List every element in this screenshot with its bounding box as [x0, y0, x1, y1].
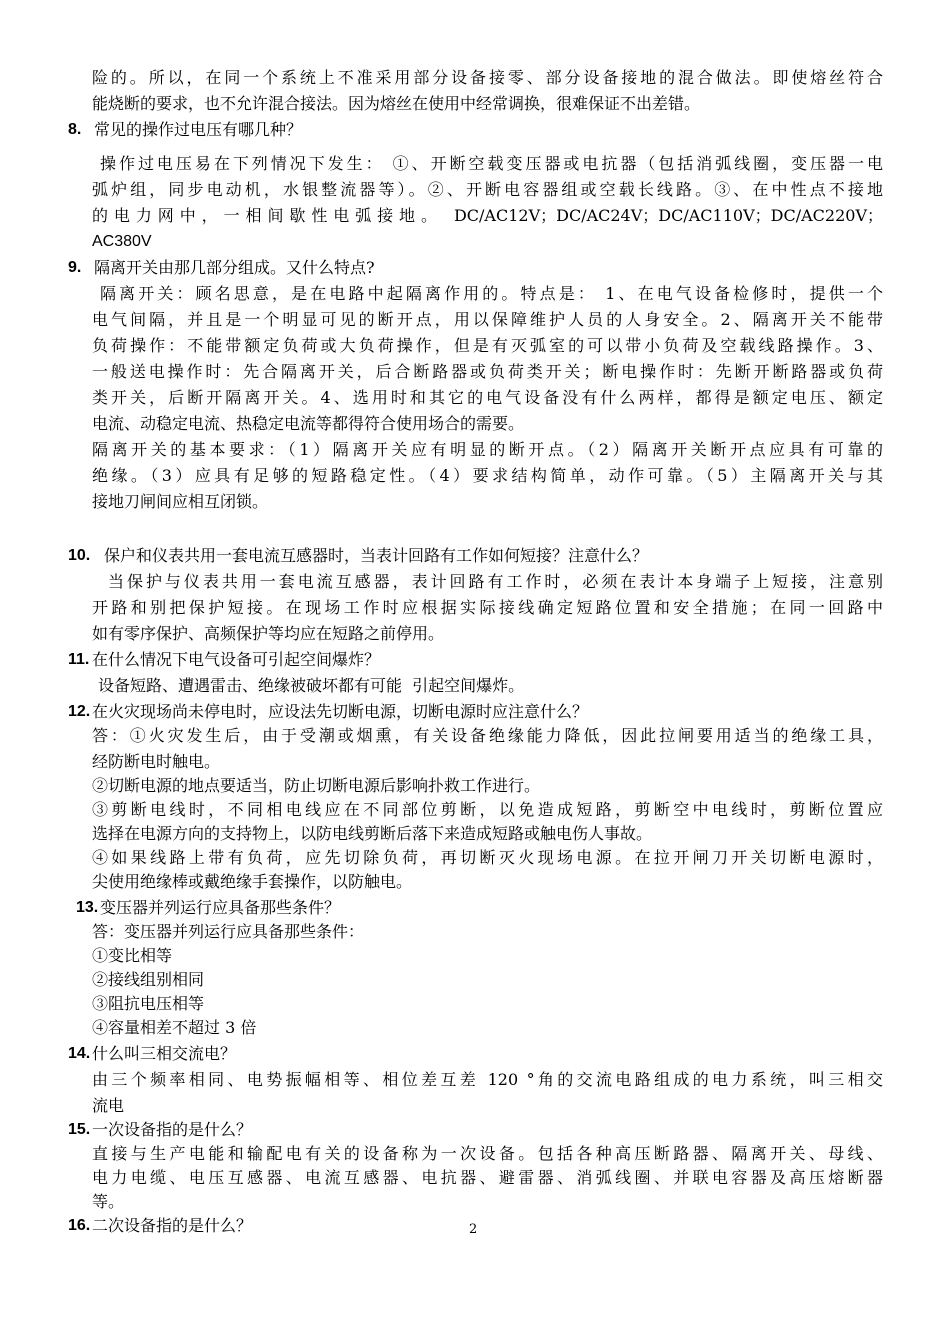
- body-text-line: ②切断电源的地点要适当，防止切断电源后影响扑救工作进行。: [92, 776, 541, 795]
- page-number: 2: [469, 1222, 478, 1237]
- body-text-line: 弧炉组，同步电动机，水银整流器等）。②、开断电容器组或空载长线路。③、在中性点不接地: [92, 180, 883, 199]
- question-heading: 保户和仪表共用一套电流互感器时，当表计回路有工作如何短接？注意什么？: [104, 546, 649, 565]
- question-heading: 什么叫三相交流电？: [92, 1044, 237, 1063]
- body-text-line: 操作过电压易在下列情况下发生： ①、开断空载变压器或电抗器（包括消弧线圈，变压器一电: [100, 154, 883, 173]
- body-text-line: 隔离开关的基本要求：（1）隔离开关应有明显的断开点。（2）隔离开关断开点应具有可靠的: [92, 440, 883, 459]
- body-text-line: 负荷操作：不能带额定负荷或大负荷操作，但是有灭弧室的可以带小负荷及空载线路操作。3、: [92, 336, 883, 355]
- body-text-line: 开路和别把保护短接。在现场工作时应根据实际接线确定短路位置和安全措施；在同一回路中: [92, 598, 883, 617]
- question-heading: 变压器并列运行应具备那些条件？: [100, 898, 341, 917]
- body-text-line: 答：①火灾发生后，由于受潮或烟熏，有关设备绝缘能力降低，因此拉闸要用适当的绝缘工具，: [92, 726, 883, 745]
- body-text-line: 类开关，后断开隔离开关。4、选用时和其它的电气设备没有什么两样，都得是额定电压、额定: [92, 388, 883, 407]
- question-heading: 常见的操作过电压有哪几种？: [94, 120, 303, 139]
- body-text-line: 选择在电源方向的支持物上，以防电线剪断后落下来造成短路或触电伤人事故。: [92, 824, 653, 843]
- body-text-line: 由三个频率相同、电势振幅相等、相位差互差 120 °角的交流电路组成的电力系统，叫三相交: [92, 1070, 883, 1089]
- question-heading: 二次设备指的是什么？: [92, 1216, 253, 1235]
- body-text-line: 电流、动稳定电流、热稳定电流等都得符合使用场合的需要。: [92, 414, 525, 433]
- question-number: 13.: [76, 899, 99, 916]
- body-text-line: 险的。所以，在同一个系统上不准采用部分设备接零、部分设备接地的混合做法。即使熔丝符合: [92, 68, 883, 87]
- body-text-line: 经防断电时触电。: [92, 752, 221, 771]
- body-text-line: ④容量相差不超过 3 倍: [92, 1018, 257, 1037]
- body-text-line: 设备短路、遭遇雷击、绝缘被破坏都有可能 引起空间爆炸。: [98, 676, 525, 695]
- body-text-line: 一般送电操作时：先合隔离开关，后合断路器或负荷类开关；断电操作时：先断开断路器或负荷: [92, 362, 883, 381]
- question-heading: 在火灾现场尚未停电时，应设法先切断电源，切断电源时应注意什么？: [92, 702, 589, 721]
- body-text-line: 能烧断的要求，也不允许混合接法。因为熔丝在使用中经常调换，很难保证不出差错。: [92, 94, 701, 113]
- body-text-line: 绝缘。（3）应具有足够的短路稳定性。（4）要求结构简单，动作可靠。（5）主隔离开关与其: [92, 466, 883, 485]
- question-number: 10.: [68, 547, 91, 564]
- body-text-line: ②接线组别相同: [92, 970, 205, 989]
- body-text-line: 流电: [92, 1096, 125, 1115]
- body-text-line: 隔离开关：顾名思意，是在电路中起隔离作用的。特点是： 1、在电气设备检修时，提供一个: [100, 284, 883, 303]
- question-number: 14.: [68, 1045, 91, 1062]
- body-text-line: 电力电缆、电压互感器、电流互感器、电抗器、避雷器、消弧线圈、并联电容器及高压熔断器: [92, 1168, 883, 1187]
- question-number: 16.: [68, 1217, 91, 1234]
- body-text-line: ③剪断电线时，不同相电线应在不同部位剪断，以免造成短路，剪断空中电线时，剪断位置应: [92, 800, 883, 819]
- body-text-line: 的电力网中，一相间歇性电弧接地。 DC/AC12V；DC/AC24V；DC/AC110V；DC/AC220V；: [92, 206, 883, 225]
- question-heading: 在什么情况下电气设备可引起空间爆炸？: [92, 650, 381, 669]
- question-number: 8.: [68, 121, 82, 138]
- body-text-line: AC380V: [92, 233, 152, 250]
- question-number: 15.: [68, 1121, 91, 1138]
- body-text-line: ④如果线路上带有负荷，应先切除负荷，再切断灭火现场电源。在拉开闸刀开关切断电源时，: [92, 848, 883, 867]
- question-heading: 一次设备指的是什么？: [92, 1120, 253, 1139]
- body-text-line: 当保护与仪表共用一套电流互感器，表计回路有工作时，必须在表计本身端子上短接，注意别: [108, 572, 883, 591]
- question-number: 11.: [68, 651, 90, 668]
- body-text-line: ③阻抗电压相等: [92, 994, 205, 1013]
- body-text-line: ①变比相等: [92, 946, 173, 965]
- question-number: 9.: [68, 259, 82, 276]
- body-text-line: 直接与生产电能和输配电有关的设备称为一次设备。包括各种高压断路器、隔离开关、母线、: [92, 1144, 883, 1163]
- body-text-line: 等。: [92, 1192, 125, 1211]
- question-number: 12.: [68, 703, 91, 720]
- body-text-line: 电气间隔，并且是一个明显可见的断开点，用以保障维护人员的人身安全。2、隔离开关不能带: [92, 310, 883, 329]
- body-text-line: 尖使用绝缘棒或戴绝缘手套操作，以防触电。: [92, 872, 413, 891]
- body-text-line: 如有零序保护、高频保护等均应在短路之前停用。: [92, 624, 445, 643]
- body-text-line: 接地刀闸间应相互闭锁。: [92, 492, 269, 511]
- body-text-line: 答：变压器并列运行应具备那些条件：: [92, 922, 365, 941]
- question-heading: 隔离开关由那几部分组成。又什么特点?: [94, 258, 375, 277]
